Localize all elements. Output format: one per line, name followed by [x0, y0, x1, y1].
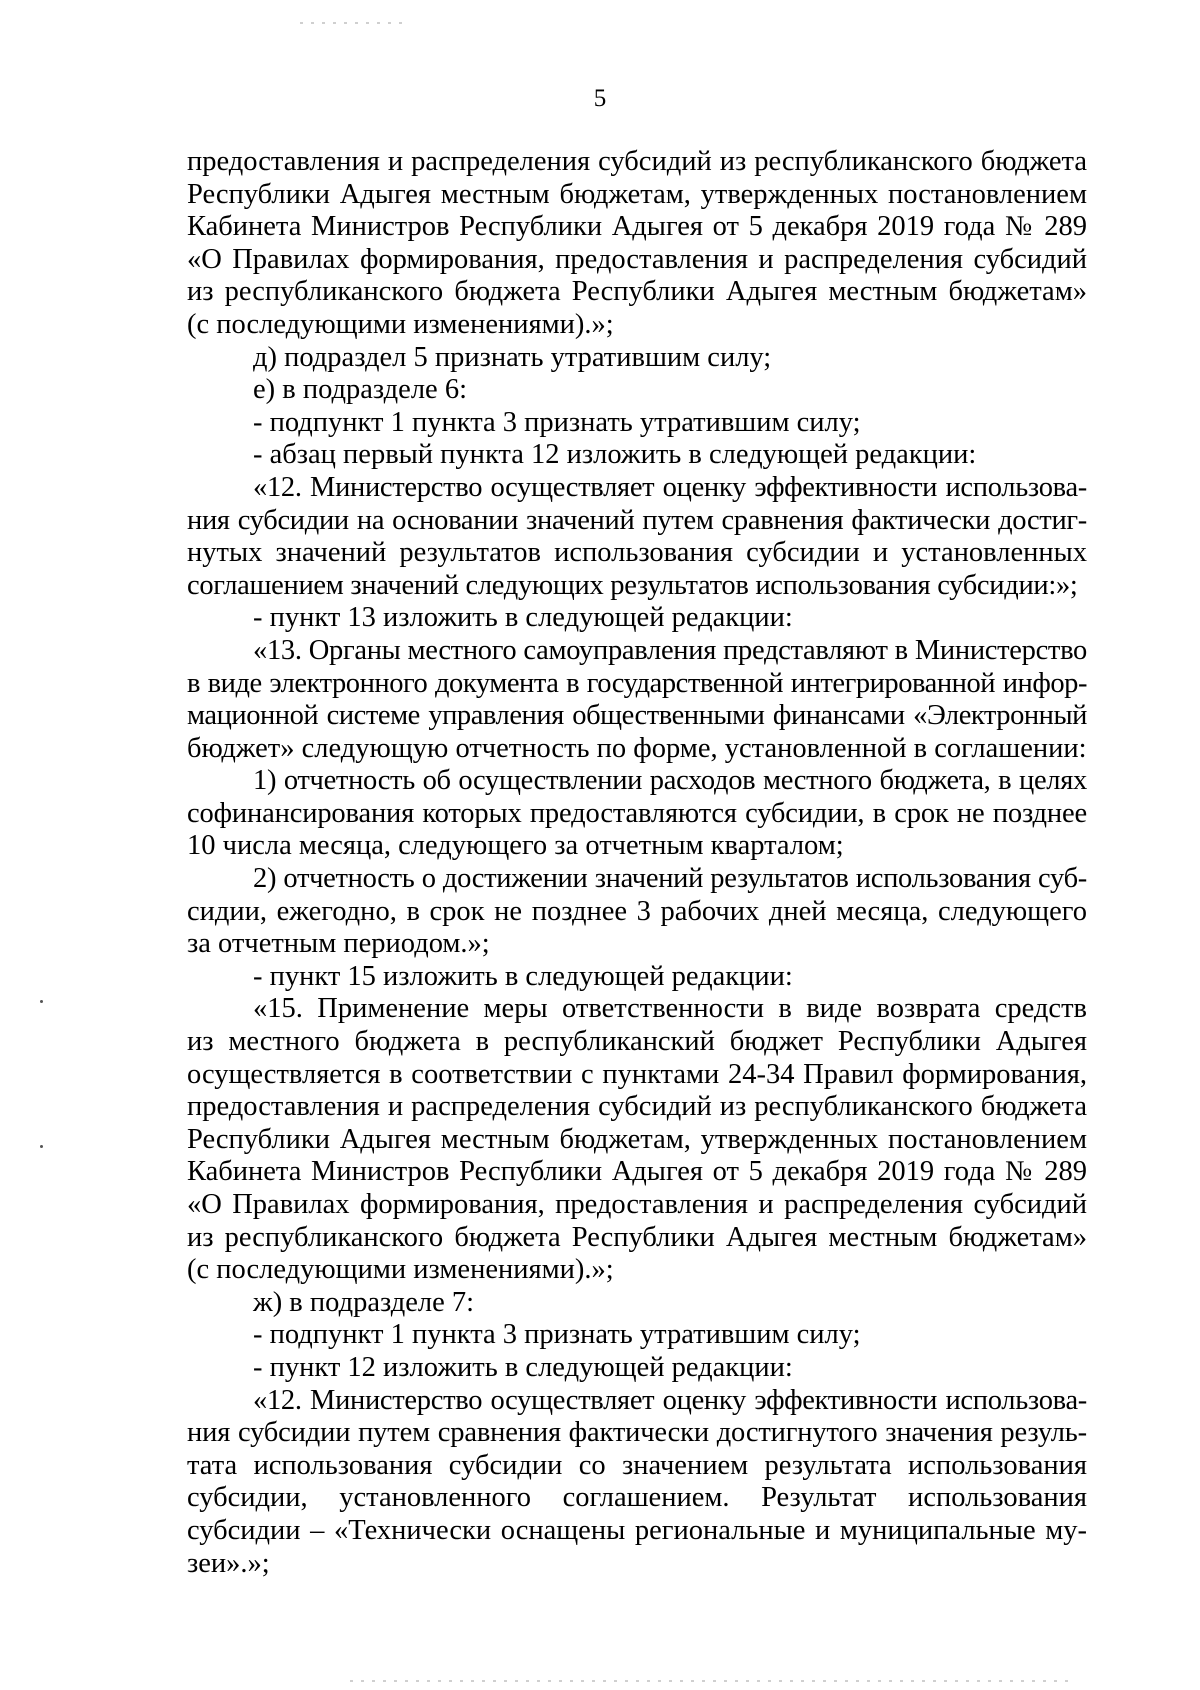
text-line: за отчетным периодом.»; [187, 928, 490, 960]
text-line: тата использования субсидии со значением результата использования [187, 1449, 1087, 1481]
text-line: ния субсидии на основании значений путем сравнения фактически достиг- [187, 504, 1087, 536]
text-line: - пункт 12 изложить в следующей редакции: [253, 1351, 793, 1383]
scan-noise-bottom [350, 1680, 1070, 1682]
text-line: Кабинета Министров Республики Адыгея от 5 декабря 2019 года № 289 [187, 211, 1087, 243]
text-line: предоставления и распределения субсидий из республиканского бюджета [187, 146, 1087, 177]
text-line: из республиканского бюджета Республики Адыгея местным бюджетам» [187, 276, 1087, 308]
text-line: - абзац первый пункта 12 изложить в следующей редакции: [253, 439, 977, 471]
text-line: из республиканского бюджета Республики Адыгея местным бюджетам» [187, 1221, 1087, 1253]
text-line: - подпункт 1 пункта 3 признать утратившим силу; [253, 1319, 861, 1351]
text-line: осуществляется в соответствии с пунктами 24-34 Правил формирования, [187, 1058, 1087, 1090]
scan-noise-top [300, 22, 410, 24]
text-line: бюджет» следующую отчетность по форме, установленной в соглашении: [187, 732, 1087, 764]
text-line: в виде электронного документа в государственной интегрированной инфор- [187, 667, 1087, 699]
text-line: - пункт 15 изложить в следующей редакции: [253, 960, 793, 992]
page-number: 5 [593, 85, 607, 112]
text-line: «О Правилах формирования, предоставления и распределения субсидий [187, 243, 1087, 275]
text-line: - пункт 13 изложить в следующей редакции: [253, 602, 793, 634]
text-line: нутых значений результатов использования субсидии и установленных [187, 537, 1087, 569]
text-line: зеи».»; [187, 1547, 270, 1579]
text-line: 2) отчетность о достижении значений результатов использования суб- [253, 863, 1087, 895]
scan-speck [40, 1145, 43, 1148]
text-line: 1) отчетность об осуществлении расходов местного бюджета, в целях [253, 765, 1087, 797]
text-line: мационной системе управления общественными финансами «Электронный [187, 700, 1087, 732]
text-line: сидии, ежегодно, в срок не позднее 3 рабочих дней месяца, следующего [187, 895, 1087, 927]
text-line: Кабинета Министров Республики Адыгея от 5 декабря 2019 года № 289 [187, 1156, 1087, 1188]
text-line: Республики Адыгея местным бюджетам, утвержденных постановлением [187, 178, 1087, 210]
text-line: (с последующими изменениями).»; [187, 1254, 614, 1286]
text-line: предоставления и распределения субсидий из республиканского бюджета [187, 1091, 1087, 1123]
scan-speck [40, 1000, 43, 1003]
text-line: ж) в подразделе 7: [253, 1286, 475, 1318]
text-line: е) в подразделе 6: [253, 374, 467, 406]
text-line: софинансирования которых предоставляются субсидии, в срок не позднее [187, 797, 1087, 829]
text-line: «15. Применение меры ответственности в виде возврата средств [253, 993, 1087, 1025]
text-line: субсидии – «Технически оснащены региональные и муниципальные му- [187, 1514, 1087, 1546]
text-line: - подпункт 1 пункта 3 признать утратившим силу; [253, 406, 861, 438]
text-line: (с последующими изменениями).»; [187, 308, 614, 340]
text-line: «О Правилах формирования, предоставления и распределения субсидий [187, 1189, 1087, 1220]
text-line: «12. Министерство осуществляет оценку эффективности использова- [253, 471, 1087, 503]
text-line: субсидии, установленного соглашением. Результат использования [187, 1482, 1087, 1514]
text-line: д) подраздел 5 признать утратившим силу; [253, 341, 772, 373]
text-line: соглашением значений следующих результатов использования субсидии:»; [187, 569, 1078, 601]
document-body [187, 146, 1087, 1580]
text-line: «13. Органы местного самоуправления представляют в Министерство [253, 634, 1087, 666]
text-line: «12. Министерство осуществляет оценку эффективности использова- [253, 1384, 1087, 1416]
text-line: Республики Адыгея местным бюджетам, утвержденных постановлением [187, 1123, 1087, 1155]
text-line: ния субсидии путем сравнения фактически достигнутого значения резуль- [187, 1417, 1087, 1449]
text-line: 10 числа месяца, следующего за отчетным кварталом; [187, 830, 844, 862]
text-line: из местного бюджета в республиканский бюджет Республики Адыгея [187, 1026, 1087, 1058]
